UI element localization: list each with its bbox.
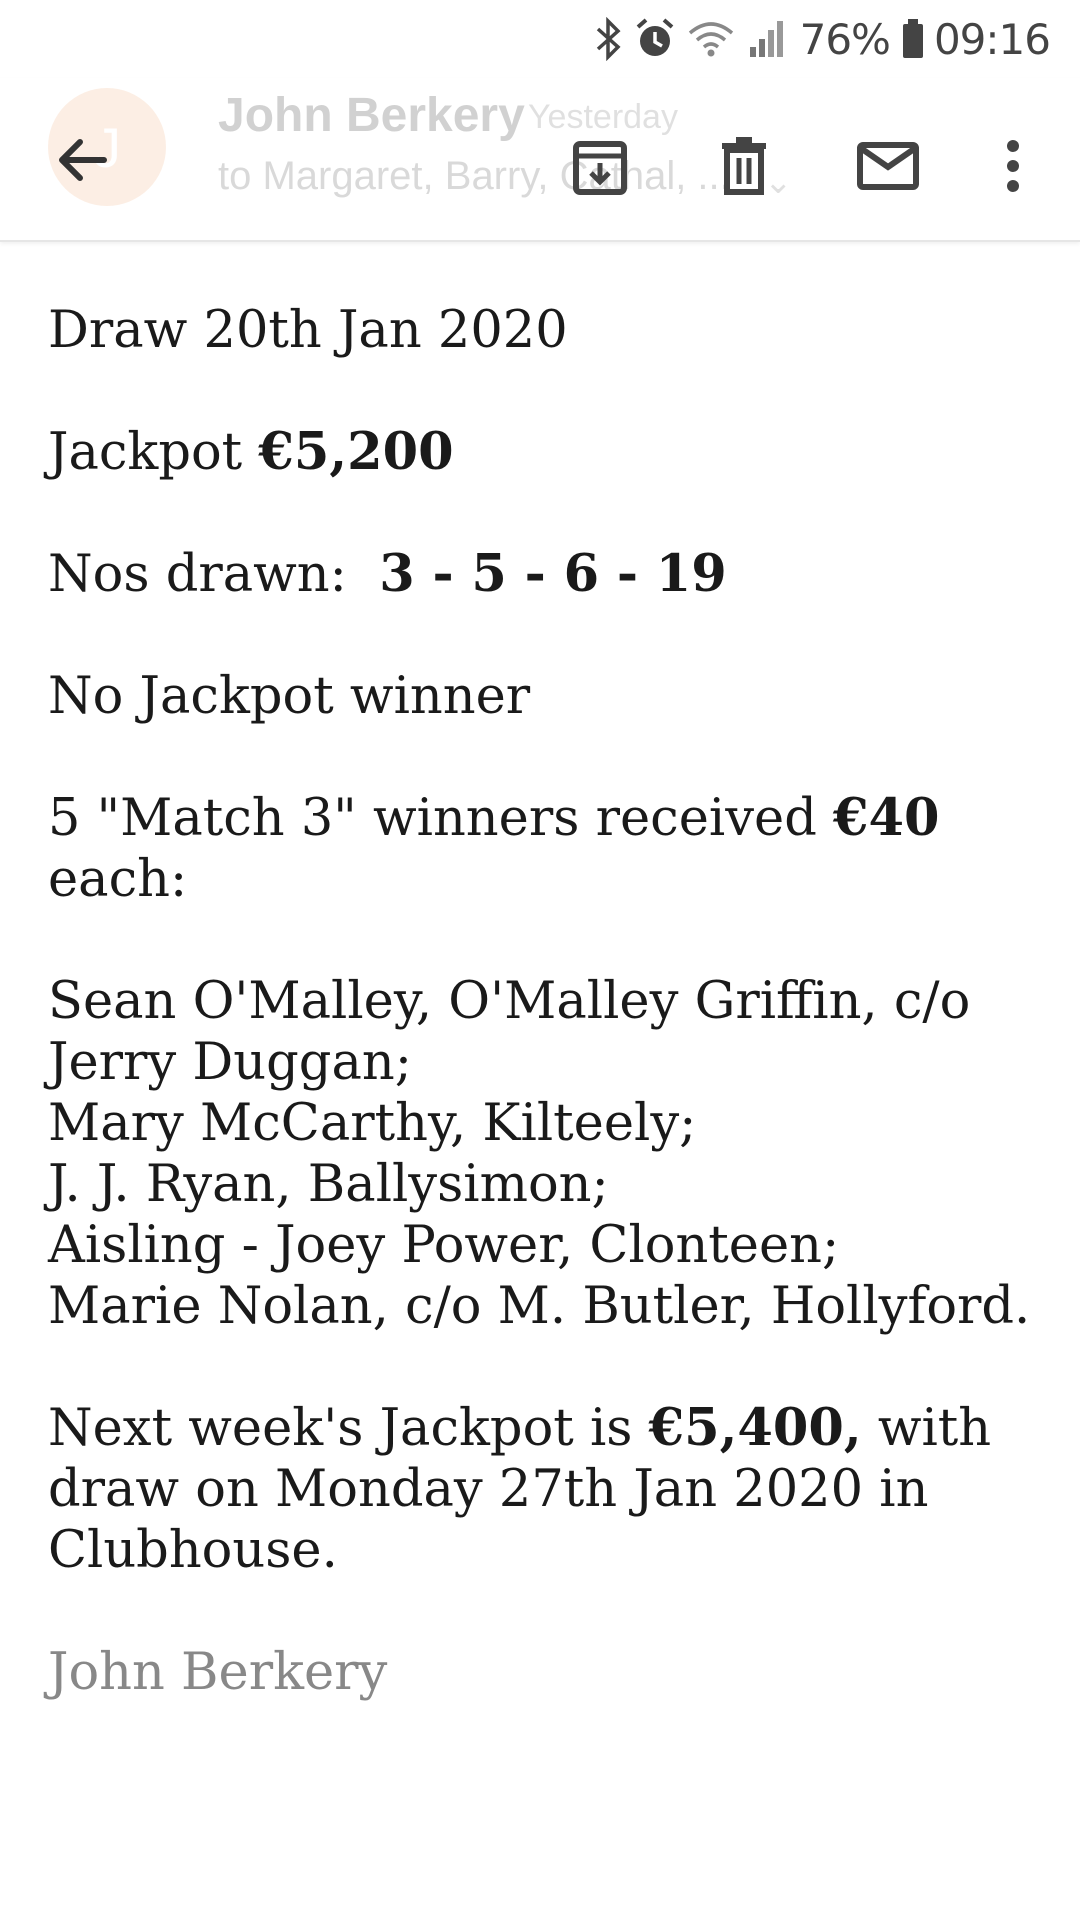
signature: John Berkery <box>48 1643 388 1702</box>
match3-text: 5 "Match 3" winners received <box>48 789 834 848</box>
more-vert-icon <box>1003 136 1023 196</box>
next-jackpot-amount: €5,400, <box>648 1398 862 1458</box>
next-jackpot-line <box>48 1398 1048 1581</box>
bluetooth-icon <box>594 17 624 61</box>
numbers-drawn-line <box>48 544 1048 605</box>
back-arrow-icon <box>52 130 112 190</box>
jackpot-label: Jackpot <box>48 423 259 482</box>
battery-percentage: 76% <box>799 14 890 64</box>
avatar[interactable]: J <box>48 88 166 206</box>
no-winner-line: No Jackpot winner <box>48 667 531 726</box>
mail-icon <box>856 141 920 191</box>
match3-line <box>48 788 1048 910</box>
numbers-drawn: 3 - 5 - 6 - 19 <box>379 544 727 604</box>
chevron-down-icon[interactable]: ⌄ <box>764 163 793 201</box>
alarm-icon <box>634 17 676 61</box>
winners-list <box>48 971 1048 1337</box>
winner-line: J. J. Ryan, Ballysimon; <box>48 1155 609 1214</box>
recipients[interactable]: to Margaret, Barry, Cathal, ... <box>218 154 731 198</box>
wifi-icon <box>686 17 736 61</box>
archive-button[interactable] <box>554 120 646 212</box>
jackpot-line <box>48 422 1048 483</box>
sender-name: John Berkery <box>218 89 525 142</box>
mark-unread-button[interactable] <box>842 120 934 212</box>
message-time: Yesterday <box>528 98 678 136</box>
delete-icon <box>718 136 770 196</box>
match3-suffix: each: <box>48 850 188 909</box>
next-draw-info: with draw on Monday 27th Jan 2020 in Clubhouse. <box>48 1399 992 1580</box>
archive-icon <box>572 136 628 196</box>
status-bar <box>0 0 1080 78</box>
next-jackpot-text: Next week's Jackpot is <box>48 1399 649 1458</box>
clock: 09:16 <box>933 14 1050 64</box>
email-body <box>48 300 1048 1703</box>
battery-icon <box>900 17 926 61</box>
winner-line: Mary McCarthy, Kilteely; <box>48 1094 697 1153</box>
app-bar <box>0 78 1080 242</box>
back-button[interactable] <box>36 114 128 206</box>
more-options-button[interactable] <box>982 120 1044 212</box>
delete-button[interactable] <box>698 120 790 212</box>
jackpot-amount: €5,200 <box>258 422 454 482</box>
winner-line: Marie Nolan, c/o M. Butler, Hollyford. <box>48 1277 1031 1336</box>
winner-line: Sean O'Malley, O'Malley Griffin, c/o Jerry Duggan; <box>48 972 971 1092</box>
draw-date-line: Draw 20th Jan 2020 <box>48 301 568 360</box>
match3-amount: €40 <box>833 788 940 848</box>
signal-icon <box>746 17 786 61</box>
winner-line: Aisling - Joey Power, Clonteen; <box>48 1216 840 1275</box>
numbers-label: Nos drawn: <box>48 545 380 604</box>
